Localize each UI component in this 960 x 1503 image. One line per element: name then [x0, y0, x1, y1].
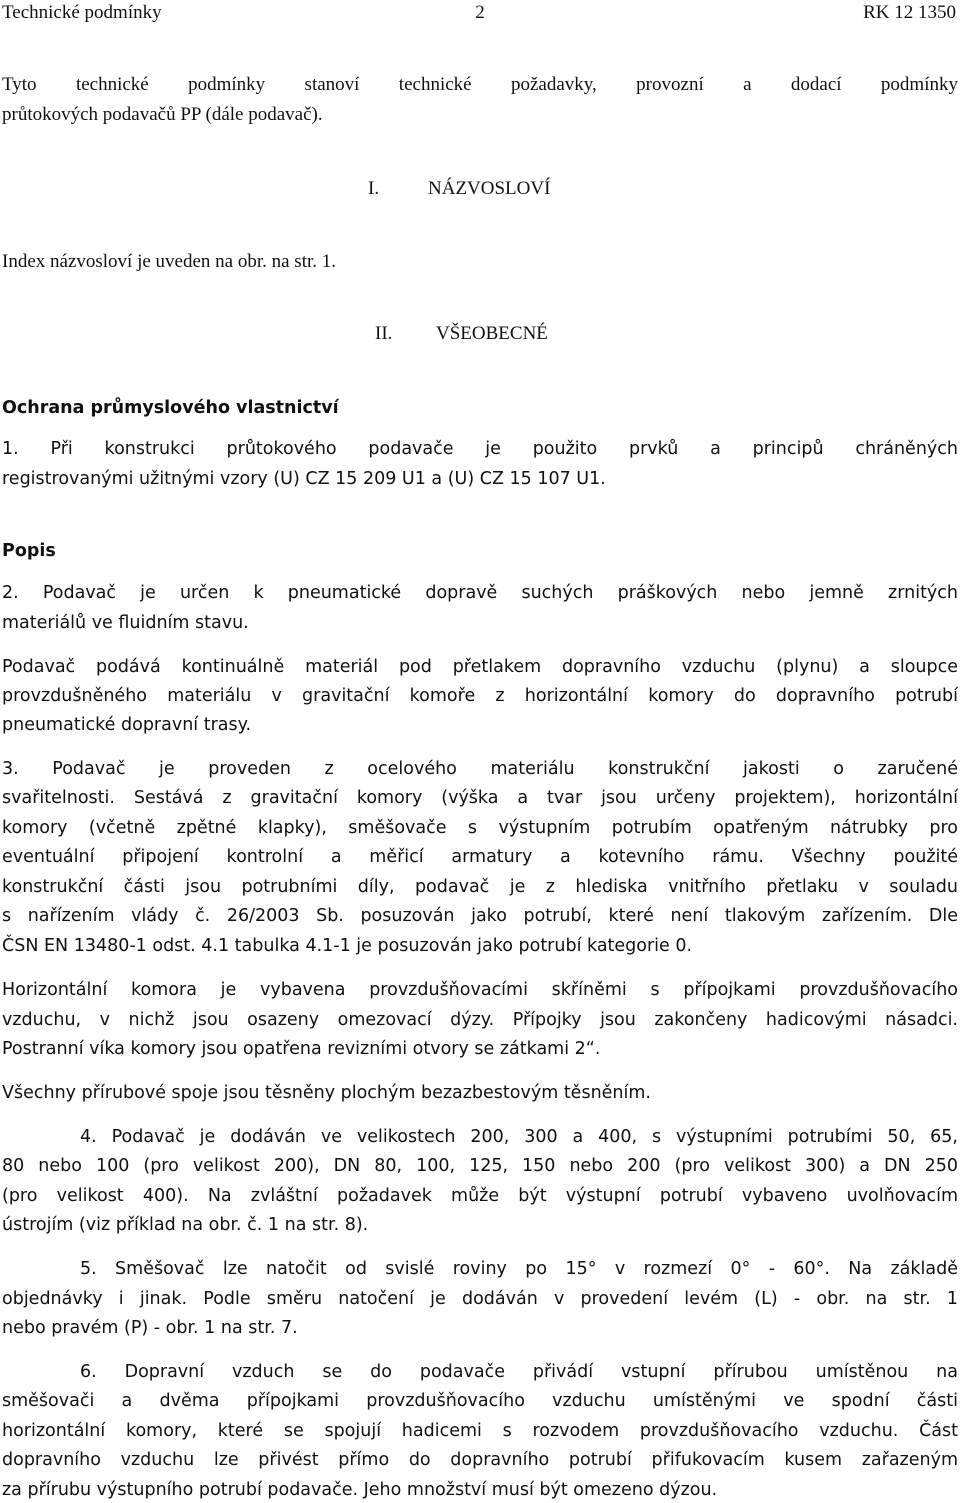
paragraph-line: 2. Podavač je určen k pneumatické dopravě suchých práškových nebo jemně zrnitých: [2, 583, 958, 603]
paragraph-line: za přírubu výstupního potrubí podavače. Jeho množství musí být omezeno dýzou.: [2, 1480, 718, 1500]
paragraph-line: registrovanými užitnými vzory (U) CZ 15 209 U1 a (U) CZ 15 107 U1.: [2, 469, 606, 489]
paragraph-line: Postranní víka komory jsou opatřena revizními otvory se zátkami 2“.: [2, 1039, 601, 1059]
paragraph-line: provzdušněného materiálu v gravitační komoře z horizontální komory do dopravního potrubí: [2, 686, 958, 706]
paragraph-line: Podavač podává kontinuálně materiál pod přetlakem dopravního vzduchu (plynu) a sloupce: [2, 657, 958, 677]
subheading-popis: Popis: [2, 541, 56, 561]
paragraph-line: horizontální komory, které se spojují hadicemi s rozvodem provzdušňovacího vzduchu. Část: [2, 1421, 958, 1441]
header-document-code: RK 12 1350: [863, 2, 956, 23]
paragraph-line: pneumatické dopravní trasy.: [2, 715, 252, 735]
paragraph-line: 4. Podavač je dodáván ve velikostech 200, 300 a 400, s výstupními potrubími 50, 65,: [80, 1127, 958, 1147]
paragraph-line: dopravního vzduchu lze přivést přímo do dopravního potrubí přifukovacím kusem zařazeným: [2, 1450, 958, 1470]
paragraph-line: ústrojím (viz příklad na obr. č. 1 na str. 8).: [2, 1215, 369, 1235]
paragraph-line: s nařízením vlády č. 26/2003 Sb. posuzován jako potrubí, které není tlakovým zařízením. Dle: [2, 906, 958, 926]
paragraph-line: 3. Podavač je proveden z ocelového materiálu konstrukční jakosti o zaručené: [2, 759, 958, 779]
header-document-title: Technické podmínky: [2, 2, 162, 23]
paragraph-line: svařitelnosti. Sestává z gravitační komory (výška a tvar jsou určeny projektem), horizontální: [2, 788, 958, 808]
intro-line: Tyto technické podmínky stanoví technické požadavky, provozní a dodací podmínky: [2, 74, 958, 95]
paragraph-line: nebo pravém (P) - obr. 1 na str. 7.: [2, 1318, 298, 1338]
section-text: Index názvosloví je uveden na obr. na str. 1.: [2, 251, 337, 272]
section-number: I.: [368, 178, 380, 199]
paragraph-line: 6. Dopravní vzduch se do podavače přivádí vstupní přírubou umístěnou na: [80, 1362, 958, 1382]
header-page-number: 2: [475, 2, 485, 23]
section-title: VŠEOBECNÉ: [436, 323, 548, 344]
intro-line: průtokových podavačů PP (dále podavač).: [2, 104, 323, 125]
paragraph-line: objednávky i jinak. Podle směru natočení je dodáván v provedení levém (L) - obr. na str. 1: [2, 1289, 958, 1309]
paragraph-line: Všechny přírubové spoje jsou těsněny plochým bezazbestovým těsněním.: [2, 1083, 651, 1103]
subheading-ochrana: Ochrana průmyslového vlastnictví: [2, 398, 339, 418]
paragraph-line: Horizontální komora je vybavena provzdušňovacími skříněmi s přípojkami provzdušňovacího: [2, 980, 958, 1000]
paragraph-line: 5. Směšovač lze natočit od svislé roviny po 15° v rozmezí 0° - 60°. Na základě: [80, 1259, 958, 1279]
paragraph-line: ČSN EN 13480-1 odst. 4.1 tabulka 4.1-1 je posuzován jako potrubí kategorie 0.: [2, 936, 693, 956]
paragraph-line: směšovači a dvěma přípojkami provzdušňovacího vzduchu umístěnými ve spodní části: [2, 1391, 958, 1411]
paragraph-line: vzduchu, v nichž jsou osazeny omezovací dýzy. Přípojky jsou zakončeny hadicovými násadci.: [2, 1010, 958, 1030]
section-title: NÁZVOSLOVÍ: [428, 178, 551, 199]
paragraph-line: 1. Při konstrukci průtokového podavače je použito prvků a principů chráněných: [2, 439, 958, 459]
paragraph-line: 80 nebo 100 (pro velikost 200), DN 80, 100, 125, 150 nebo 200 (pro velikost 300) a DN 250: [2, 1156, 958, 1176]
paragraph-line: materiálů ve fluidním stavu.: [2, 613, 249, 633]
paragraph-line: eventuální připojení kontrolní a měřicí armatury a kotevního rámu. Všechny použité: [2, 847, 958, 867]
paragraph-line: (pro velikost 400). Na zvláštní požadavek může být výstupní potrubí vybaveno uvolňovacím: [2, 1186, 958, 1206]
paragraph-line: komory (včetně zpětné klapky), směšovače s výstupním potrubím opatřeným nátrubky pro: [2, 818, 958, 838]
section-number: II.: [375, 323, 393, 344]
paragraph-line: konstrukční části jsou potrubními díly, podavač je z hlediska vnitřního přetlaku v souladu: [2, 877, 958, 897]
